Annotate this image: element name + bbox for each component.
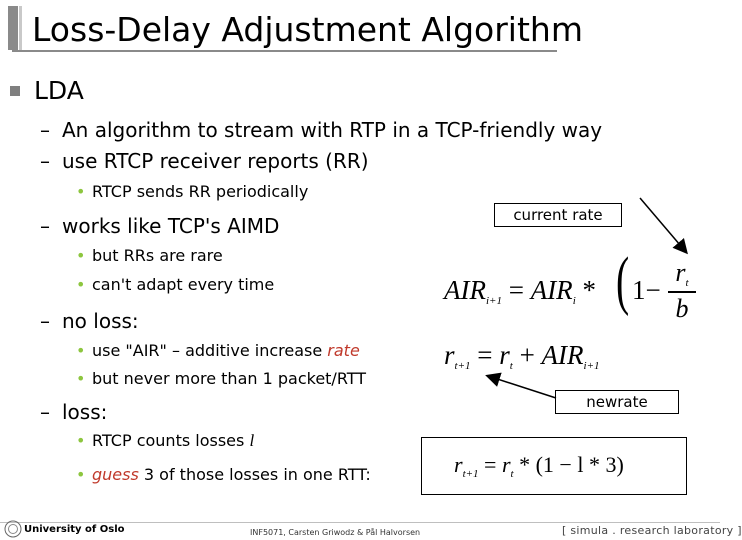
sub-list-item-text: 3 of those losses in one RTT: (143, 465, 371, 484)
list-item: – use RTCP receiver reports (RR) (40, 149, 369, 173)
rate-rt-sub: t (509, 360, 513, 372)
sub-list-item: • use "AIR" – additive increase rate (76, 341, 360, 360)
loss-lhs: r (454, 452, 463, 477)
list-item-text: use RTCP receiver reports (RR) (62, 149, 369, 173)
footer-rule (0, 522, 720, 523)
sub-list-item: • RTCP counts losses l (76, 431, 255, 450)
rate-emphasis: rate (327, 341, 360, 360)
sub-list-item-text: use "AIR" – additive increase (92, 341, 323, 360)
university-seal-icon (4, 520, 22, 538)
minus-sign: − (645, 275, 661, 305)
list-item-text: loss: (62, 400, 108, 424)
loss-rt-sub: t (510, 468, 514, 480)
arrow-to-r-icon (640, 198, 686, 252)
loss-lhs-sub: t+1 (462, 468, 479, 480)
air-lhs: AIR (444, 275, 486, 305)
list-item: – loss: (40, 400, 108, 424)
slide-title: Loss-Delay Adjustment Algorithm (32, 10, 583, 49)
newrate-label: newrate (555, 390, 679, 414)
air-lhs-sub: i+1 (485, 295, 502, 307)
formula-rate-update (444, 335, 600, 386)
sub-list-item: • but never more than 1 packet/RTT (76, 369, 367, 388)
university-name: University of Oslo (24, 524, 125, 535)
equals-sign: = (484, 452, 497, 477)
loss-rt: r (501, 452, 511, 477)
course-credit: INF5071, Carsten Griwodz & Pål Halvorsen (250, 528, 421, 537)
b-symbol: b (675, 294, 689, 323)
list-item-text: works like TCP's AIMD (62, 214, 280, 238)
sub-list-item-text: but RRs are rare (92, 246, 223, 265)
list-item-text: An algorithm to stream with RTP in a TCP-friendly way (62, 118, 603, 142)
list-item-text: no loss: (62, 309, 139, 333)
rate-lhs: r (444, 340, 455, 370)
formula-air (444, 270, 596, 321)
rate-lhs-sub: t+1 (454, 360, 471, 372)
current-rate-label: current rate (494, 203, 622, 227)
formula-loss (454, 448, 624, 491)
list-item: – no loss: (40, 309, 139, 333)
times-sign: * (582, 275, 596, 305)
air-rhs-sub: i (572, 295, 576, 307)
formula-air-one (632, 270, 661, 310)
guess-emphasis: guess (92, 465, 139, 484)
list-item: – An algorithm to stream with RTP in a TCP-friendly way (40, 118, 603, 142)
loss-variable: l (249, 431, 255, 450)
r-sub: t (685, 277, 689, 289)
fraction-denominator (668, 294, 696, 324)
equals-sign: = (477, 340, 493, 370)
fraction-bar (668, 291, 696, 293)
heading-lda: LDA (34, 76, 84, 105)
sub-list-item: • can't adapt every time (76, 275, 275, 294)
sub-list-item-text: RTCP sends RR periodically (92, 182, 309, 201)
one-digit: 1 (632, 275, 646, 305)
rate-air-sub: i+1 (583, 360, 600, 372)
left-paren: ( (616, 244, 630, 317)
sub-list-item: • guess 3 of those losses in one RTT: (76, 465, 371, 484)
sub-list-item-text: but never more than 1 packet/RTT (92, 369, 367, 388)
plus-sign: + (519, 340, 535, 370)
air-rhs: AIR (530, 275, 573, 305)
sub-list-item: • RTCP sends RR periodically (76, 182, 309, 201)
list-item: – works like TCP's AIMD (40, 214, 280, 238)
simula-logo-text: [ simula . research laboratory ] (562, 524, 742, 537)
sub-list-item-text: RTCP counts losses (92, 431, 245, 450)
r-symbol: r (675, 258, 686, 287)
rate-rt: r (499, 340, 510, 370)
equals-sign: = (508, 275, 524, 305)
sub-list-item: • but RRs are rare (76, 246, 223, 265)
loss-rest: * (1 − l * 3) (519, 452, 624, 477)
sub-list-item-text: can't adapt every time (92, 275, 275, 294)
rate-air: AIR (541, 340, 584, 370)
